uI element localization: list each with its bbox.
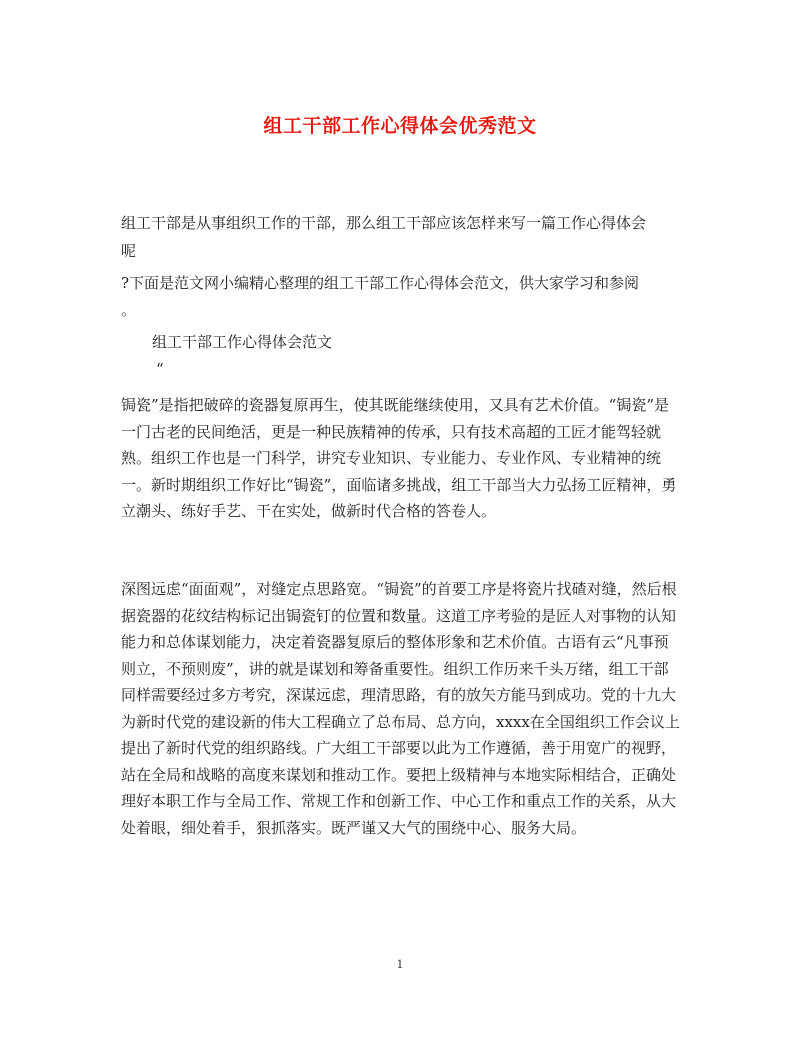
opening-quote-mark: “ — [156, 360, 164, 378]
intro-line-1: 组工干部是从事组织工作的干部，那么组工干部应该怎样来写一篇工作心得体会 — [121, 214, 647, 232]
intro-line-2: 呢 — [121, 242, 137, 260]
intro-line-3: ?下面是范文网小编精心整理的组工干部工作心得体会范文，供大家学习和参阅 — [121, 274, 640, 292]
subheading: 组工干部工作心得体会范文 — [152, 333, 333, 351]
page-number: 1 — [396, 958, 404, 971]
paragraph-1: 锔瓷”是指把破碎的瓷器复原再生，使其既能继续使用，又具有艺术价值。“锔瓷”是一门古老的民间绝活，更是一种民族精神的传承，只有技术高超的工匠才能驾轻就熟。组织工作也是一门科学，讲究专业知识、专业能力、专业作风、专业精神的统一。新时期组织工作好比“锔瓷”，面临诸多挑战，组工干部当大力弘扬工匠精神，勇立潮头、练好手艺、干在实处，做新时代合格的答卷人。 — [121, 396, 677, 520]
page-title: 组工干部工作心得体会优秀范文 — [263, 115, 537, 137]
paragraph-2: 深图远虑“面面观”，对缝定点思路宽。“锔瓷”的首要工序是将瓷片找碴对缝，然后根据瓷器的花纹结构标记出锔瓷钉的位置和数量。这道工序考验的是匠人对事物的认知能力和总体谋划能力，决定着瓷器复原后的整体形象和艺术价值。古语有云“凡事预则立，不预则废”，讲的就是谋划和筹备重要性。组织工作历来千头万绪，组工干部同样需要经过多方考究，深谋远虑，理清思路，有的放矢方能马到成功。党的十九大为新时代党的建设新的伟大工程确立了总布局、总方向，xxxx在全国组织工作会议上提出了新时代党的组织路线。广大组工干部要以此为工作遵循，善于用宽广的视野，站在全局和战略的高度来谋划和推动工作。要把上级精神与本地实际相结合，正确处理好本职工作与全局工作、常规工作和创新工作、中心工作和重点工作的关系，从大处着眼，细处着手，狠抓落实。既严谨又大气的围绕中心、服务大局。 — [121, 580, 680, 837]
intro-line-4: 。 — [121, 301, 137, 319]
